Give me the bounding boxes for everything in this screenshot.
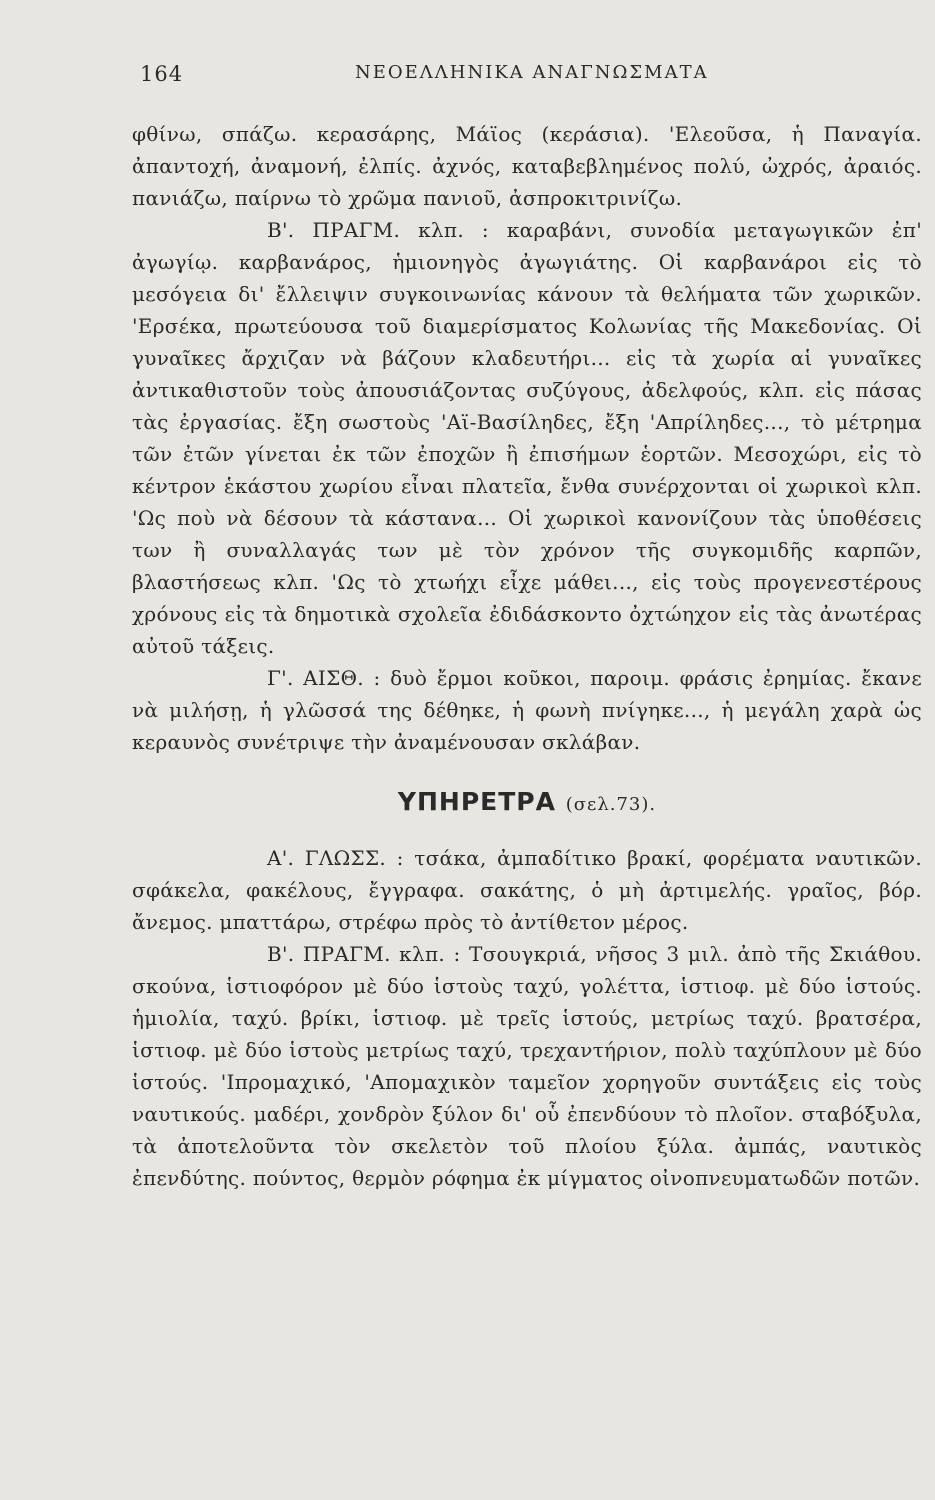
paragraph-gloss: Α'. ΓΛΩΣΣ. : τσάκα, ἀμπαδίτικο βρακί, φορέματα ναυτικῶν. σφάκελα, φακέλους, ἔγγραφα. σακάτης, ὁ μὴ ἀρτιμελής. γραῖος, βόρ. ἄνεμος. μπαττάρω, στρέφω πρὸς τὸ ἀντίθετον μέρος.	[132, 846, 922, 934]
section-heading	[132, 784, 922, 820]
body-text	[132, 118, 922, 1194]
paragraph-glossary-continuation: φθίνω, σπάζω. κερασάρης, Μάϊος (κεράσια). 'Ελεοῦσα, ἡ Παναγία. ἀπαντοχή, ἀναμονή, ἐλπίς. ἀχνός, καταβεβλημένος πολύ, ὠχρός, ἀραιός. πανιάζω, παίρνω τὸ χρῶμα πανιοῦ, ἀσπροκιτρινίζω.	[132, 122, 922, 210]
section-title: ΥΠΗΡΕΤΡΑ	[397, 787, 556, 816]
page-number: 164	[140, 62, 184, 86]
running-head	[140, 62, 780, 92]
section-page-reference: (σελ.73).	[565, 794, 657, 815]
paragraph-aisth: Γ'. ΑΙΣΘ. : δυὸ ἔρμοι κοῦκοι, παροιμ. φράσις ἐρημίας. ἔκανε νὰ μιλήσῃ, ἡ γλῶσσά της δέθηκε, ἡ φωνὴ πνίγηκε..., ἡ μεγάλη χαρὰ ὡς κεραυνὸς συνέτριψε τὴν ἀναμένουσαν σκλάβαν.	[132, 666, 922, 754]
running-title: ΝΕΟΕΛΛΗΝΙΚΑ ΑΝΑΓΝΩΣΜΑΤΑ	[355, 62, 709, 83]
paragraph-pragm-2: Β'. ΠΡΑΓΜ. κλπ. : Τσουγκριά, νῆσος 3 μιλ. ἀπὸ τῆς Σκιάθου. σκούνα, ἱστιοφόρον μὲ δύο ἱστοὺς ταχύ, γολέττα, ἱστιοφ. μὲ δύο ἱστούς. ἡμιολία, ταχύ. βρίκι, ἱστιοφ. μὲ τρεῖς ἱστούς, μετρίως ταχύ. βρατσέρα, ἱστιοφ. μὲ δύο ἱστοὺς μετρίως ταχύ, τρεχαντήριον, πολὺ ταχύπλουν μὲ δύο ἱστούς. 'Ιπρομαχικό, 'Απομαχικὸν ταμεῖον χορηγοῦν συντάξεις εἰς τοὺς ναυτικούς. μαδέρι, χονδρὸν ξύλον δι' οὗ ἐπενδύουν τὸ πλοῖον. σταβόξυλα, τὰ ἀποτελοῦντα τὸν σκελετὸν τοῦ πλοίου ξύλα. ἀμπάς, ναυτικὸς ἐπενδύτης. πούντος, θερμὸν ρόφημα ἐκ μίγματος οἰνοπνευματωδῶν ποτῶν.	[132, 942, 922, 1190]
paragraph-pragm: Β'. ΠΡΑΓΜ. κλπ. : καραβάνι, συνοδία μεταγωγικῶν ἐπ' ἀγωγίῳ. καρβανάρος, ἡμιονηγὸς ἀγωγιάτης. Οἱ καρβανάροι εἰς τὸ μεσόγεια δι' ἔλλειψιν συγκοινωνίας κάνουν τὰ θελήματα τῶν χωρικῶν. 'Ερσέκα, πρωτεύουσα τοῦ διαμερίσματος Κολωνίας τῆς Μακεδονίας. Οἱ γυναῖκες ἄρχιζαν νὰ βάζουν κλαδευτήρι... εἰς τὰ χωρία αἱ γυναῖκες ἀντικαθιστοῦν τοὺς ἀπουσιάζοντας συζύγους, ἀδελφούς, κλπ. εἰς πάσας τὰς ἐργασίας. ἔξη σωστοὺς 'Αϊ-Βασίληδες, ἔξη 'Απρίληδες..., τὸ μέτρημα τῶν ἐτῶν γίνεται ἐκ τῶν ἐποχῶν ἢ ἐπισήμων ἑορτῶν. Μεσοχώρι, εἰς τὸ κέντρον ἑκάστου χωρίου εἶναι πλατεῖα, ἔνθα συνέρχονται οἱ χωρικοὶ κλπ. 'Ως ποὺ νὰ δέσουν τὰ κάστανα... Οἱ χωρικοὶ κανονίζουν τὰς ὑποθέσεις των ἢ συναλλαγάς των μὲ τὸν χρόνον τῆς συγκομιδῆς καρπῶν, βλαστήσεως κλπ. 'Ως τὸ χτωήχι εἶχε μάθει..., εἰς τοὺς προγενεστέρους χρόνους εἰς τὰ δημοτικὰ σχολεῖα ἐδιδάσκοντο ὀχτώηχον εἰς τὰς ἀνωτέρας αὐτοῦ τάξεις.	[132, 218, 922, 658]
